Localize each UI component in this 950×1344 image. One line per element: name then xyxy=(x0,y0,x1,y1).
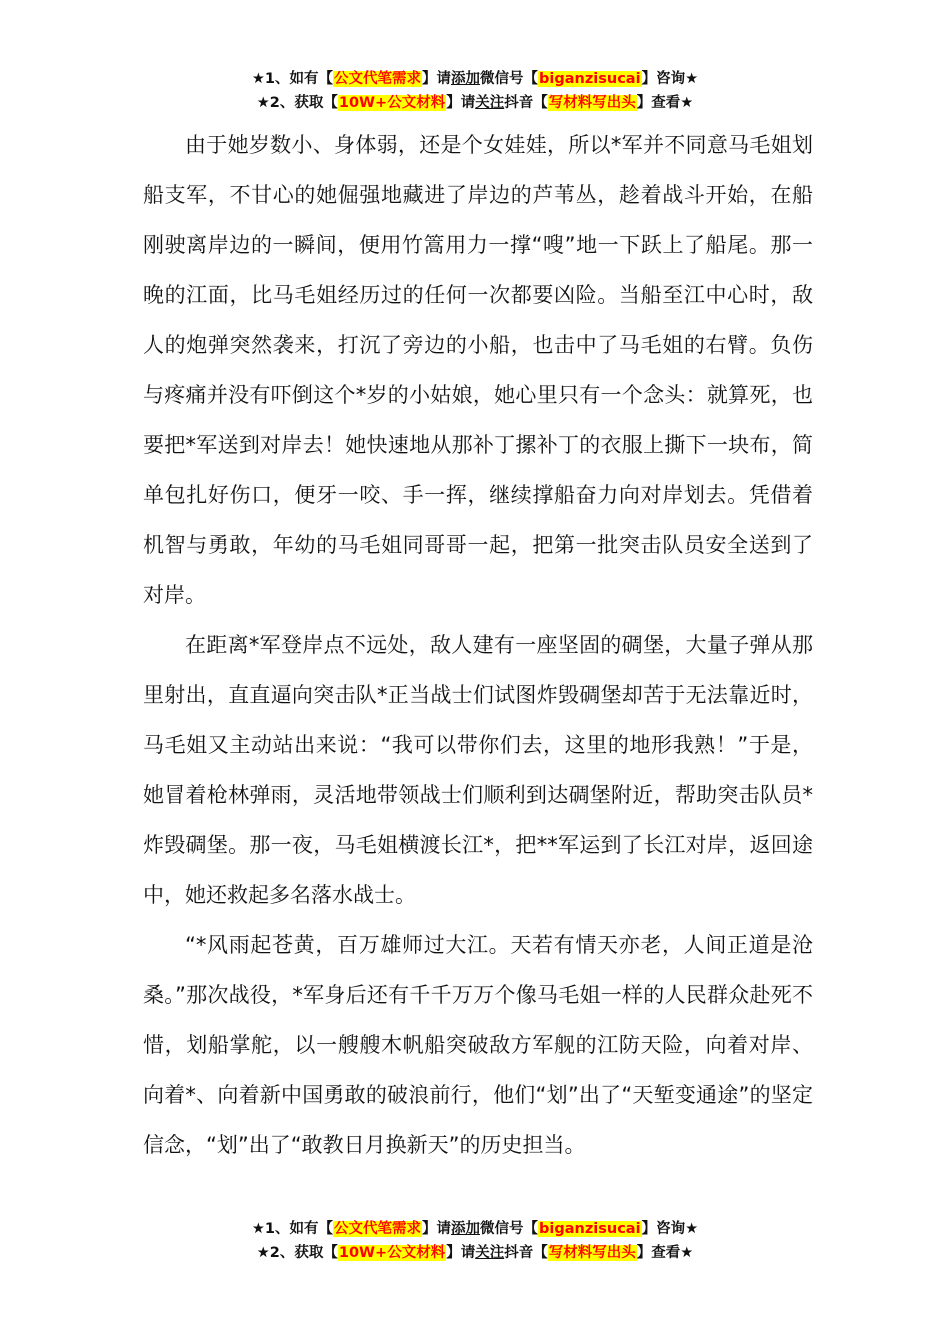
paragraph-1: 由于她岁数小、身体弱，还是个女娃娃，所以*军并不同意马毛姐划船支军，不甘心的她倔强地藏进了岸边的芦苇丛，趁着战斗开始，在船刚驶离岸边的一瞬间，便用竹篙用力一撑“嗖”地一下跃上了船尾。那一晚的江面，比马毛姐经历过的任何一次都要凶险。当船至江中心时，敌人的炮弹突然袭来，打沉了旁边的小船，也击中了马毛姐的右臂。负伤与疼痛并没有吓倒这个*岁的小姑娘，她心里只有一个念头：就算死，也要把*军送到对岸去！她快速地从那补丁摞补丁的衣服上撕下一块布，简单包扎好伤口，便牙一咬、手一挥，继续撑船奋力向对岸划去。凭借着机智与勇敢，年幼的马毛姐同哥哥一起，把第一批突击队员安全送到了对岸。 xyxy=(143,133,813,607)
banner-highlight: 写材料写出头 xyxy=(548,95,636,111)
banner-text: 】查看★ xyxy=(636,1245,694,1261)
banner-text: ★1、如有【 xyxy=(251,71,334,87)
banner-line-2 xyxy=(0,1241,950,1265)
banner-underlined: 关注 xyxy=(475,95,505,111)
banner-highlight: biganzisucai xyxy=(539,71,641,87)
banner-highlight: 10W+公文材料 xyxy=(338,1245,446,1261)
banner-text: 】请 xyxy=(422,1221,452,1237)
banner-text: 微信号【 xyxy=(480,71,539,87)
banner-text: ★2、获取【 xyxy=(256,1245,338,1261)
banner-line-1 xyxy=(0,1217,950,1241)
banner-line-2 xyxy=(0,91,950,115)
banner-text: 】咨询★ xyxy=(641,71,699,87)
banner-text: 】请 xyxy=(446,1245,476,1261)
banner-highlight: 公文代笔需求 xyxy=(334,1221,422,1237)
banner-text: 】查看★ xyxy=(636,95,694,111)
banner-text: ★2、获取【 xyxy=(256,95,338,111)
banner-highlight: 公文代笔需求 xyxy=(334,71,422,87)
banner-highlight: biganzisucai xyxy=(539,1221,641,1237)
paragraph-3: “*风雨起苍黄，百万雄师过大江。天若有情天亦老，人间正道是沧桑。”那次战役，*军身后还有千千万万个像马毛姐一样的人民群众赴死不惜，划船掌舵，以一艘艘木帆船突破敌方军舰的江防天险，向着对岸、向着*、向着新中国勇敢的破浪前行，他们“划”出了“天堑变通途”的坚定信念，“划”出了“敢教日月换新天”的历史担当。 xyxy=(143,933,813,1157)
header-banner xyxy=(0,67,950,115)
banner-text: 抖音【 xyxy=(504,95,548,111)
banner-text: ★1、如有【 xyxy=(251,1221,334,1237)
banner-text: 抖音【 xyxy=(504,1245,548,1261)
document-body xyxy=(143,120,813,1170)
banner-text: 】请 xyxy=(422,71,452,87)
footer-banner xyxy=(0,1217,950,1265)
banner-line-1 xyxy=(0,67,950,91)
banner-underlined: 添加 xyxy=(451,71,481,87)
banner-text: 】咨询★ xyxy=(641,1221,699,1237)
banner-highlight: 10W+公文材料 xyxy=(338,95,446,111)
banner-underlined: 添加 xyxy=(451,1221,481,1237)
banner-text: 】请 xyxy=(446,95,476,111)
paragraph-2: 在距离*军登岸点不远处，敌人建有一座坚固的碉堡，大量子弹从那里射出，直直逼向突击队*正当战士们试图炸毁碉堡却苦于无法靠近时，马毛姐又主动站出来说：“我可以带你们去，这里的地形我熟！”于是，她冒着枪林弹雨，灵活地带领战士们顺利到达碉堡附近，帮助突击队员*炸毁碉堡。那一夜，马毛姐横渡长江*，把**军运到了长江对岸，返回途中，她还救起多名落水战士。 xyxy=(143,633,813,907)
banner-text: 微信号【 xyxy=(480,1221,539,1237)
banner-highlight: 写材料写出头 xyxy=(548,1245,636,1261)
banner-underlined: 关注 xyxy=(475,1245,505,1261)
